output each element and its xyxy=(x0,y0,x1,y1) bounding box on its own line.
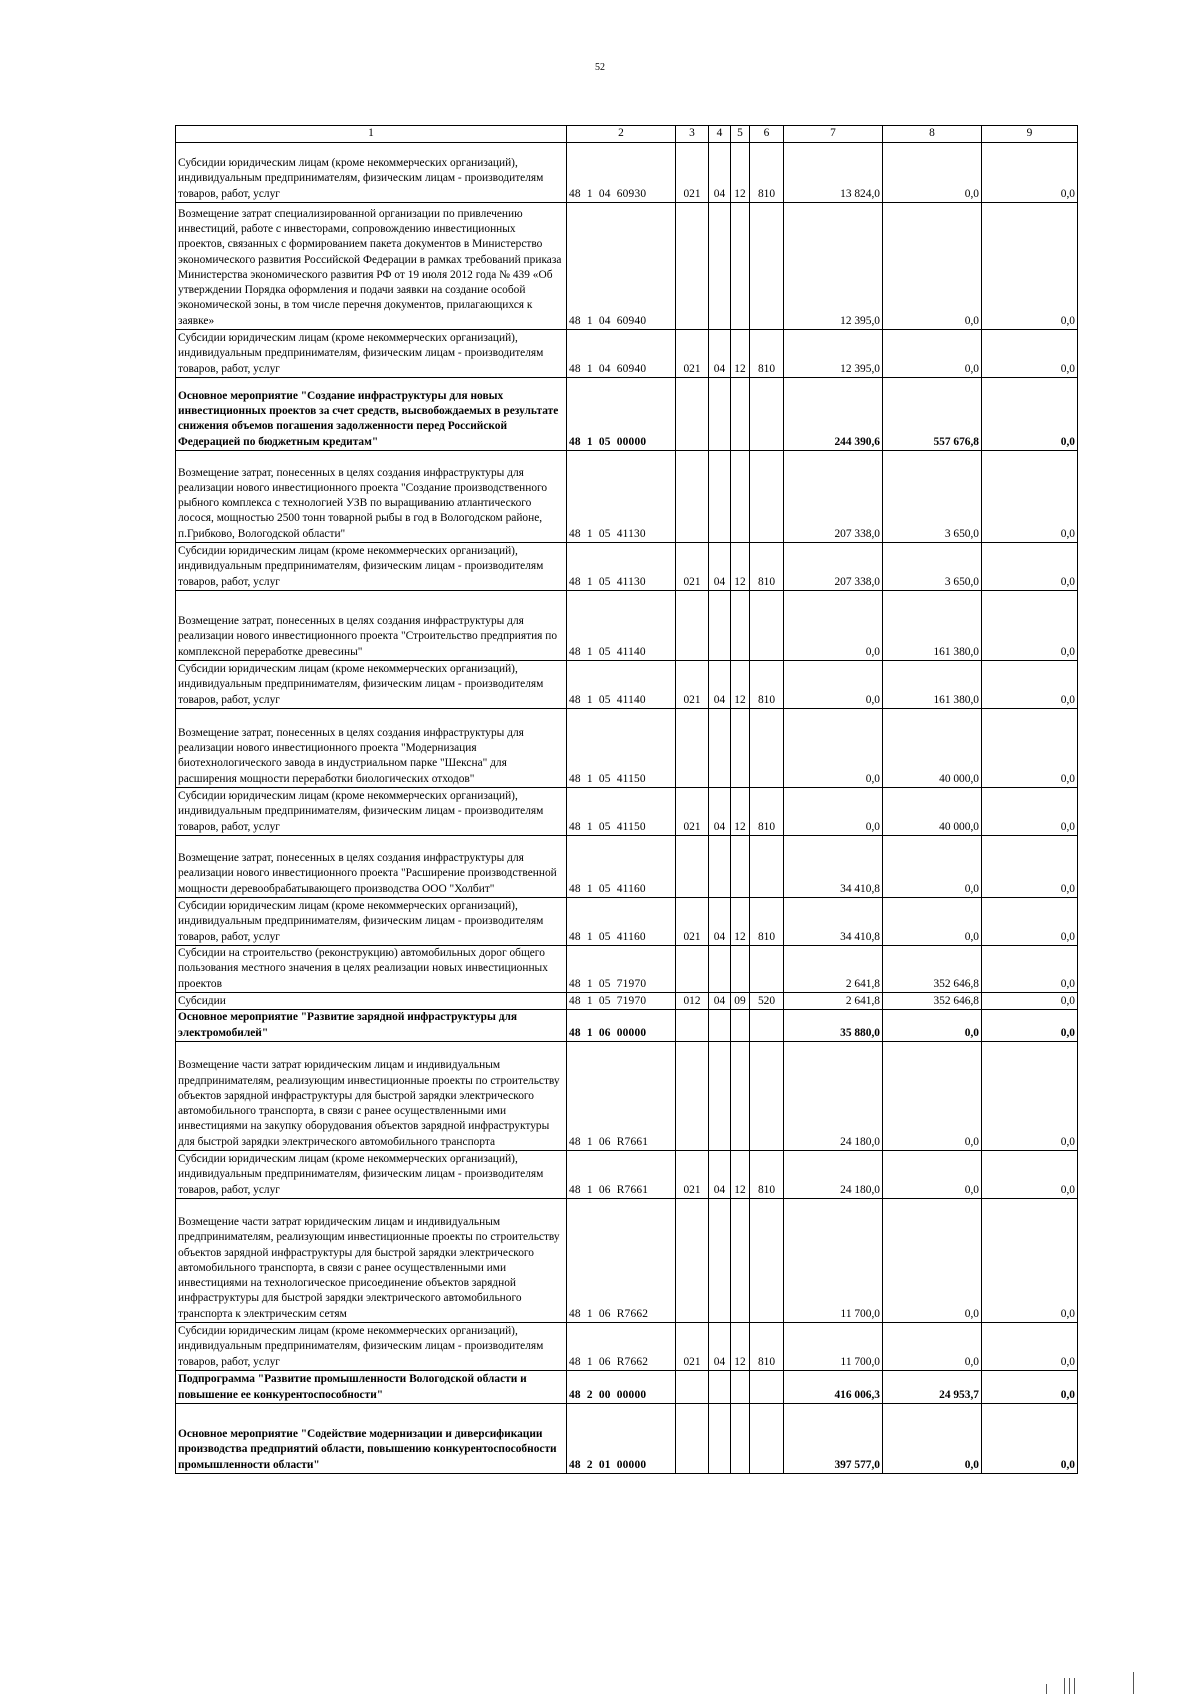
table-row xyxy=(176,1323,1078,1371)
row-code: 48 1 06 R7662 xyxy=(567,1199,676,1323)
column-header: 9 xyxy=(982,126,1078,143)
row-name: Основное мероприятие "Развитие зарядной инфраструктуры для электромобилей" xyxy=(176,1010,567,1042)
row-code: 48 1 05 41140 xyxy=(567,661,676,709)
row-value-col8: 0,0 xyxy=(883,1199,982,1323)
row-value-col8: 352 646,8 xyxy=(883,993,982,1010)
row-name: Основное мероприятие "Создание инфраструктуры для новых инвестиционных проектов за счет средств, высвобождаемых в результате снижения объемов погашения задолженности перед Российской Федерацией по бюджетным кредитам" xyxy=(176,378,567,451)
row-col4 xyxy=(709,1010,731,1042)
row-col4: 04 xyxy=(709,993,731,1010)
row-value-col8: 0,0 xyxy=(883,1010,982,1042)
row-col3 xyxy=(676,1199,709,1323)
row-value-col9: 0,0 xyxy=(982,993,1078,1010)
row-value-col9: 0,0 xyxy=(982,1010,1078,1042)
row-col6 xyxy=(750,1371,784,1404)
row-value-col8: 0,0 xyxy=(883,1323,982,1371)
row-col4 xyxy=(709,1199,731,1323)
row-code: 48 1 04 60930 xyxy=(567,143,676,203)
row-col5: 12 xyxy=(731,1151,750,1199)
row-value-col7: 207 338,0 xyxy=(784,451,883,543)
row-name: Субсидии xyxy=(176,993,567,1010)
row-value-col9: 0,0 xyxy=(982,898,1078,946)
row-value-col9: 0,0 xyxy=(982,378,1078,451)
table-row xyxy=(176,1010,1078,1042)
row-value-col9: 0,0 xyxy=(982,591,1078,661)
row-col3 xyxy=(676,946,709,993)
row-code: 48 1 05 00000 xyxy=(567,378,676,451)
row-col4: 04 xyxy=(709,661,731,709)
row-col6 xyxy=(750,378,784,451)
row-value-col7: 24 180,0 xyxy=(784,1151,883,1199)
row-value-col9: 0,0 xyxy=(982,1323,1078,1371)
row-col5 xyxy=(731,451,750,543)
row-value-col7: 0,0 xyxy=(784,709,883,788)
row-code: 48 1 06 R7661 xyxy=(567,1042,676,1151)
row-value-col9: 0,0 xyxy=(982,946,1078,993)
row-value-col8: 0,0 xyxy=(883,1151,982,1199)
row-col5 xyxy=(731,591,750,661)
row-col5: 12 xyxy=(731,788,750,836)
row-value-col9: 0,0 xyxy=(982,203,1078,330)
row-col4: 04 xyxy=(709,143,731,203)
row-value-col8: 352 646,8 xyxy=(883,946,982,993)
row-col6 xyxy=(750,709,784,788)
scan-artifact-marks xyxy=(1040,1670,1200,1694)
table-row xyxy=(176,143,1078,203)
row-name: Возмещение затрат, понесенных в целях создания инфраструктуры для реализации нового инвестиционного проекта "Строительство предприятия по комплексной переработке древесины" xyxy=(176,591,567,661)
column-header: 1 xyxy=(176,126,567,143)
table-row xyxy=(176,1042,1078,1151)
table-row xyxy=(176,203,1078,330)
column-header: 7 xyxy=(784,126,883,143)
row-value-col7: 207 338,0 xyxy=(784,543,883,591)
row-value-col8: 0,0 xyxy=(883,330,982,378)
row-name: Возмещение затрат, понесенных в целях создания инфраструктуры для реализации нового инвестиционного проекта "Расширение производственной мощности деревообрабатывающего производства ООО "Холбит" xyxy=(176,836,567,898)
row-col6 xyxy=(750,946,784,993)
row-col6: 810 xyxy=(750,1151,784,1199)
row-name: Возмещение затрат, понесенных в целях создания инфраструктуры для реализации нового инвестиционного проекта "Модернизация биотехнологического завода в индустриальном парке "Шексна" для расширения мощности переработки биологических отходов" xyxy=(176,709,567,788)
row-col4: 04 xyxy=(709,788,731,836)
row-col6: 810 xyxy=(750,898,784,946)
row-value-col7: 24 180,0 xyxy=(784,1042,883,1151)
row-col3: 021 xyxy=(676,1323,709,1371)
table-row xyxy=(176,543,1078,591)
row-col3 xyxy=(676,1404,709,1474)
row-name: Возмещение затрат, понесенных в целях создания инфраструктуры для реализации нового инвестиционного проекта "Создание производственного рыбного комплекса с технологией УЗВ по выращиванию атлантического лосося, мощностью 2500 тонн товарной рыбы в год в Вологодском районе, п.Грибково, Вологодской области" xyxy=(176,451,567,543)
row-code: 48 1 04 60940 xyxy=(567,203,676,330)
row-code: 48 1 05 71970 xyxy=(567,946,676,993)
row-col5 xyxy=(731,709,750,788)
row-name: Возмещение части затрат юридическим лицам и индивидуальным предпринимателям, реализующим инвестиционные проекты по строительству объектов зарядной инфраструктуры для быстрой зарядки электрического автомобильного транспорта, в связи с ранее осуществленными ими инвестициями на технологическое присоединение объектов зарядной инфраструктуры для быстрой зарядки электрического автомобильного транспорта к электрическим сетям xyxy=(176,1199,567,1323)
row-code: 48 2 01 00000 xyxy=(567,1404,676,1474)
row-col4: 04 xyxy=(709,898,731,946)
row-col6 xyxy=(750,591,784,661)
row-col4 xyxy=(709,451,731,543)
row-code: 48 1 06 R7662 xyxy=(567,1323,676,1371)
page-number: 52 xyxy=(595,62,605,73)
row-value-col9: 0,0 xyxy=(982,836,1078,898)
row-value-col7: 2 641,8 xyxy=(784,993,883,1010)
table-row xyxy=(176,378,1078,451)
row-name: Субсидии юридическим лицам (кроме некоммерческих организаций), индивидуальным предпринимателям, физическим лицам - производителям товаров, работ, услуг xyxy=(176,898,567,946)
row-col5 xyxy=(731,946,750,993)
row-col3 xyxy=(676,836,709,898)
table-row xyxy=(176,1404,1078,1474)
row-code: 48 1 05 41160 xyxy=(567,836,676,898)
row-col4 xyxy=(709,378,731,451)
row-col5: 12 xyxy=(731,543,750,591)
table-row xyxy=(176,1151,1078,1199)
row-value-col8: 161 380,0 xyxy=(883,591,982,661)
row-value-col8: 161 380,0 xyxy=(883,661,982,709)
row-col6 xyxy=(750,836,784,898)
row-value-col7: 11 700,0 xyxy=(784,1199,883,1323)
row-name: Подпрограмма "Развитие промышленности Вологодской области и повышение ее конкурентоспособности" xyxy=(176,1371,567,1404)
row-col6 xyxy=(750,1042,784,1151)
column-header: 8 xyxy=(883,126,982,143)
row-col3: 012 xyxy=(676,993,709,1010)
row-value-col8: 0,0 xyxy=(883,836,982,898)
row-value-col7: 244 390,6 xyxy=(784,378,883,451)
column-header: 5 xyxy=(731,126,750,143)
row-col3: 021 xyxy=(676,143,709,203)
row-name: Субсидии юридическим лицам (кроме некоммерческих организаций), индивидуальным предпринимателям, физическим лицам - производителям товаров, работ, услуг xyxy=(176,143,567,203)
row-value-col7: 0,0 xyxy=(784,591,883,661)
row-col3: 021 xyxy=(676,898,709,946)
row-col3: 021 xyxy=(676,1151,709,1199)
row-col6: 810 xyxy=(750,788,784,836)
row-col5 xyxy=(731,1042,750,1151)
table-row xyxy=(176,993,1078,1010)
row-value-col8: 0,0 xyxy=(883,1042,982,1151)
row-col3 xyxy=(676,378,709,451)
table-row xyxy=(176,709,1078,788)
row-col3: 021 xyxy=(676,661,709,709)
row-value-col9: 0,0 xyxy=(982,143,1078,203)
row-value-col8: 0,0 xyxy=(883,203,982,330)
row-name: Субсидии юридическим лицам (кроме некоммерческих организаций), индивидуальным предпринимателям, физическим лицам - производителям товаров, работ, услуг xyxy=(176,330,567,378)
row-col4: 04 xyxy=(709,330,731,378)
row-code: 48 2 00 00000 xyxy=(567,1371,676,1404)
row-name: Субсидии юридическим лицам (кроме некоммерческих организаций), индивидуальным предпринимателям, физическим лицам - производителям товаров, работ, услуг xyxy=(176,543,567,591)
row-value-col7: 35 880,0 xyxy=(784,1010,883,1042)
row-col3 xyxy=(676,1371,709,1404)
row-code: 48 1 05 41150 xyxy=(567,709,676,788)
table-body xyxy=(176,126,1078,1474)
row-value-col9: 0,0 xyxy=(982,451,1078,543)
row-value-col9: 0,0 xyxy=(982,1371,1078,1404)
row-value-col9: 0,0 xyxy=(982,788,1078,836)
row-value-col7: 0,0 xyxy=(784,661,883,709)
row-col4: 04 xyxy=(709,1323,731,1371)
header-row xyxy=(176,126,1078,143)
row-value-col9: 0,0 xyxy=(982,661,1078,709)
table-row xyxy=(176,898,1078,946)
row-value-col9: 0,0 xyxy=(982,1199,1078,1323)
row-value-col9: 0,0 xyxy=(982,1404,1078,1474)
row-value-col7: 12 395,0 xyxy=(784,330,883,378)
row-value-col8: 3 650,0 xyxy=(883,451,982,543)
row-col4 xyxy=(709,709,731,788)
row-col5: 09 xyxy=(731,993,750,1010)
row-col6 xyxy=(750,1199,784,1323)
row-value-col8: 557 676,8 xyxy=(883,378,982,451)
column-header: 4 xyxy=(709,126,731,143)
row-value-col8: 0,0 xyxy=(883,143,982,203)
row-col5 xyxy=(731,836,750,898)
row-col6: 520 xyxy=(750,993,784,1010)
row-code: 48 1 05 41130 xyxy=(567,543,676,591)
row-col4 xyxy=(709,946,731,993)
row-col4 xyxy=(709,1404,731,1474)
row-col5 xyxy=(731,1371,750,1404)
row-col6 xyxy=(750,203,784,330)
row-col4 xyxy=(709,203,731,330)
row-value-col7: 34 410,8 xyxy=(784,898,883,946)
row-col5: 12 xyxy=(731,143,750,203)
row-code: 48 1 05 41130 xyxy=(567,451,676,543)
row-col3 xyxy=(676,709,709,788)
row-col5 xyxy=(731,203,750,330)
row-code: 48 1 05 71970 xyxy=(567,993,676,1010)
row-col5: 12 xyxy=(731,661,750,709)
row-name: Субсидии юридическим лицам (кроме некоммерческих организаций), индивидуальным предпринимателям, физическим лицам - производителям товаров, работ, услуг xyxy=(176,788,567,836)
row-value-col7: 0,0 xyxy=(784,788,883,836)
row-name: Субсидии юридическим лицам (кроме некоммерческих организаций), индивидуальным предпринимателям, физическим лицам - производителям товаров, работ, услуг xyxy=(176,1151,567,1199)
row-col4 xyxy=(709,591,731,661)
row-col3 xyxy=(676,1010,709,1042)
row-code: 48 1 06 00000 xyxy=(567,1010,676,1042)
row-name: Основное мероприятие "Содействие модернизации и диверсификации производства предприятий области, повышению конкурентоспособности промышленности области" xyxy=(176,1404,567,1474)
row-col4 xyxy=(709,836,731,898)
budget-table xyxy=(175,125,1078,1474)
row-name: Субсидии юридическим лицам (кроме некоммерческих организаций), индивидуальным предпринимателям, физическим лицам - производителям товаров, работ, услуг xyxy=(176,1323,567,1371)
row-value-col8: 0,0 xyxy=(883,1404,982,1474)
row-col5 xyxy=(731,1010,750,1042)
row-value-col9: 0,0 xyxy=(982,543,1078,591)
row-col5: 12 xyxy=(731,330,750,378)
row-value-col7: 2 641,8 xyxy=(784,946,883,993)
table-row xyxy=(176,451,1078,543)
row-value-col7: 34 410,8 xyxy=(784,836,883,898)
row-code: 48 1 04 60940 xyxy=(567,330,676,378)
table-row xyxy=(176,591,1078,661)
table-row xyxy=(176,1371,1078,1404)
row-code: 48 1 05 41140 xyxy=(567,591,676,661)
row-value-col8: 0,0 xyxy=(883,898,982,946)
row-col5 xyxy=(731,378,750,451)
row-col4: 04 xyxy=(709,1151,731,1199)
row-col3: 021 xyxy=(676,788,709,836)
row-col6 xyxy=(750,1404,784,1474)
row-value-col7: 13 824,0 xyxy=(784,143,883,203)
row-code: 48 1 05 41160 xyxy=(567,898,676,946)
row-col6 xyxy=(750,451,784,543)
table-row xyxy=(176,836,1078,898)
table-row xyxy=(176,788,1078,836)
row-col3 xyxy=(676,591,709,661)
row-value-col7: 12 395,0 xyxy=(784,203,883,330)
row-col4 xyxy=(709,1371,731,1404)
row-col4 xyxy=(709,1042,731,1151)
row-name: Возмещение части затрат юридическим лицам и индивидуальным предпринимателям, реализующим инвестиционные проекты по строительству объектов зарядной инфраструктуры для быстрой зарядки электрического автомобильного транспорта, в связи с ранее осуществленными ими инвестициями на закупку оборудования объектов зарядной инфраструктуры для быстрой зарядки электрического автомобильного транспорта xyxy=(176,1042,567,1151)
row-col3 xyxy=(676,203,709,330)
row-col6: 810 xyxy=(750,330,784,378)
row-value-col8: 40 000,0 xyxy=(883,788,982,836)
row-col3 xyxy=(676,1042,709,1151)
row-name: Субсидии юридическим лицам (кроме некоммерческих организаций), индивидуальным предпринимателям, физическим лицам - производителям товаров, работ, услуг xyxy=(176,661,567,709)
row-value-col7: 11 700,0 xyxy=(784,1323,883,1371)
row-value-col9: 0,0 xyxy=(982,1151,1078,1199)
row-value-col9: 0,0 xyxy=(982,709,1078,788)
row-col5 xyxy=(731,1199,750,1323)
row-col5: 12 xyxy=(731,1323,750,1371)
row-code: 48 1 06 R7661 xyxy=(567,1151,676,1199)
row-value-col9: 0,0 xyxy=(982,330,1078,378)
column-header: 3 xyxy=(676,126,709,143)
column-header: 6 xyxy=(750,126,784,143)
row-name: Субсидии на строительство (реконструкцию) автомобильных дорог общего пользования местного значения в целях реализации новых инвестиционных проектов xyxy=(176,946,567,993)
row-col5: 12 xyxy=(731,898,750,946)
table-row xyxy=(176,1199,1078,1323)
table-row xyxy=(176,330,1078,378)
row-value-col7: 416 006,3 xyxy=(784,1371,883,1404)
row-value-col7: 397 577,0 xyxy=(784,1404,883,1474)
row-col6 xyxy=(750,1010,784,1042)
row-col3 xyxy=(676,451,709,543)
row-value-col8: 40 000,0 xyxy=(883,709,982,788)
row-col3: 021 xyxy=(676,330,709,378)
row-col6: 810 xyxy=(750,143,784,203)
row-col6: 810 xyxy=(750,661,784,709)
row-col3: 021 xyxy=(676,543,709,591)
row-col4: 04 xyxy=(709,543,731,591)
row-value-col8: 3 650,0 xyxy=(883,543,982,591)
table-row xyxy=(176,946,1078,993)
row-code: 48 1 05 41150 xyxy=(567,788,676,836)
row-value-col8: 24 953,7 xyxy=(883,1371,982,1404)
row-col6: 810 xyxy=(750,543,784,591)
row-col6: 810 xyxy=(750,1323,784,1371)
row-value-col9: 0,0 xyxy=(982,1042,1078,1151)
table-row xyxy=(176,661,1078,709)
row-col5 xyxy=(731,1404,750,1474)
column-header: 2 xyxy=(567,126,676,143)
row-name: Возмещение затрат специализированной организации по привлечению инвестиций, работе с инвесторами, сопровождению инвестиционных проектов, связанных с формированием пакета документов в Министерство экономического развития Российской Федерации в рамках требований приказа Министерства экономического развития РФ от 19 июля 2012 года № 439 «Об утверждении Порядка оформления и подачи заявки на создание особой экономической зоны, в том числе перечня документов, прилагающихся к заявке» xyxy=(176,203,567,330)
